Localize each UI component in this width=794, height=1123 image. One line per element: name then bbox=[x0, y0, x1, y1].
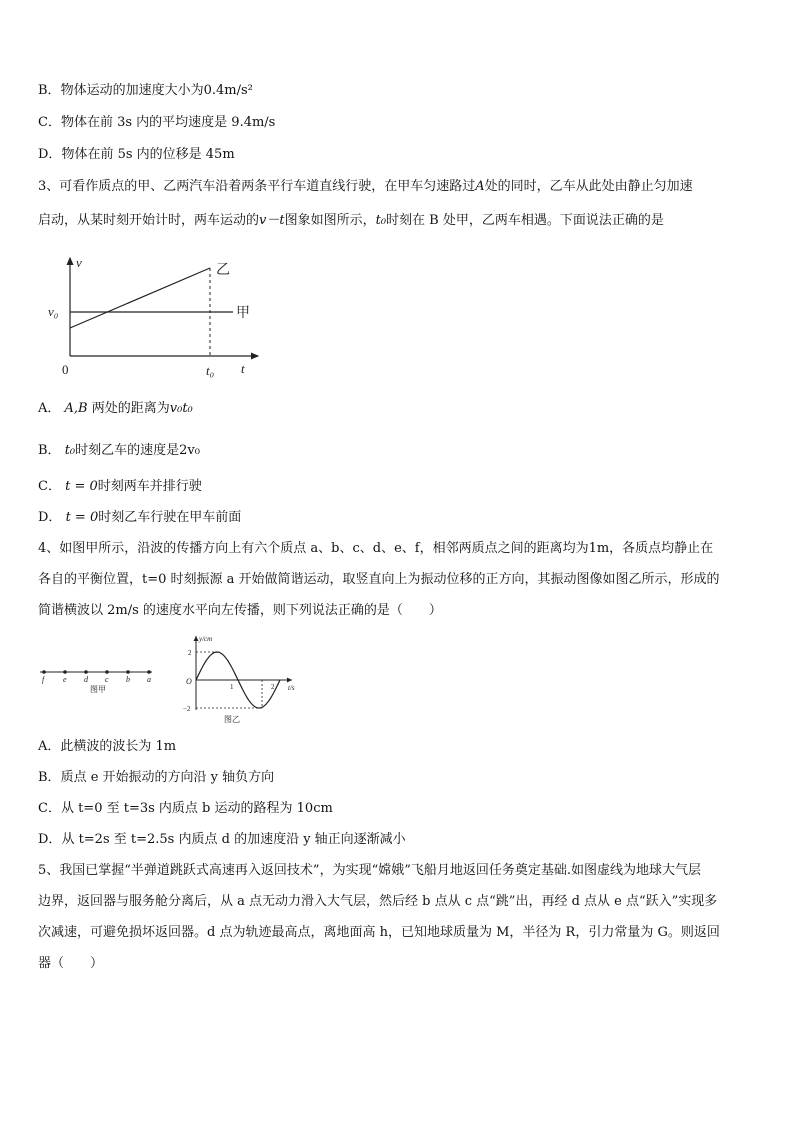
q3-stem-text: 图象如图所示， bbox=[284, 213, 376, 228]
option-text: 质点 e 开始振动的方向沿 y 轴负方向 bbox=[60, 770, 275, 785]
point-label-c: c bbox=[105, 675, 109, 684]
q4-stem-line2: 各自的平衡位置，t=0 时刻振源 a 开始做简谐运动，取竖直向上为振动位移的正方向，其振动图像如图乙所示，形成的 bbox=[38, 572, 720, 587]
point-label-b: b bbox=[126, 675, 130, 684]
q3-stem-var: t₀ bbox=[375, 213, 387, 228]
origin-label: 0 bbox=[62, 362, 69, 377]
option-letter: B． bbox=[38, 83, 61, 98]
option-d-prev bbox=[38, 146, 235, 164]
option-text: 两处的距离为 bbox=[91, 401, 170, 416]
q3-option-d bbox=[38, 509, 241, 527]
point-label-e: e bbox=[63, 675, 67, 684]
option-letter: B． bbox=[38, 443, 61, 458]
q4-stem-line3: 简谐横波以 2m/s 的速度水平向左传播，则下列说法正确的是（ ） bbox=[38, 603, 442, 618]
fig-yi-x-label: t/s bbox=[288, 684, 295, 692]
option-var: t₀ bbox=[64, 443, 76, 458]
q4-stem-line1: 4、如图甲所示，沿波的传播方向上有六个质点 a、b、c、d、e、f，相邻两质点之间的距离均为1m，各质点均静止在 bbox=[38, 541, 714, 556]
option-text: 时刻两车并排行驶 bbox=[97, 479, 202, 494]
q5-stem-line4: 器（ ） bbox=[38, 956, 104, 971]
option-text: 时刻乙车行驶在甲车前面 bbox=[98, 510, 242, 525]
q3-stem-text: 处的同时，乙车从此处由静止匀加速 bbox=[484, 179, 693, 194]
option-letter: A． bbox=[38, 401, 61, 416]
point-label-a: a bbox=[147, 675, 151, 684]
option-letter: D． bbox=[38, 147, 62, 162]
fig-jia-caption: 图甲 bbox=[90, 685, 106, 694]
q4-fig-jia bbox=[36, 664, 156, 696]
option-text: 物体在前 5s 内的位移是 45m bbox=[61, 147, 235, 162]
yi-label: 乙 bbox=[216, 263, 230, 278]
jia-label: 甲 bbox=[236, 306, 250, 321]
option-c-prev bbox=[38, 114, 275, 132]
option-expr: v₀t₀ bbox=[169, 401, 193, 416]
fig-yi-ymin: −2 bbox=[183, 705, 191, 713]
q3-option-b bbox=[38, 442, 200, 460]
point-label-f: f bbox=[42, 675, 45, 684]
point-b bbox=[126, 670, 130, 674]
option-text: 物体在前 3s 内的平均速度是 9.4m/s bbox=[60, 115, 276, 130]
q4-option-d bbox=[38, 831, 406, 849]
option-letter: A． bbox=[38, 739, 61, 754]
q3-stem-var: A bbox=[475, 179, 485, 194]
point-c bbox=[105, 670, 109, 674]
option-letter: C． bbox=[38, 115, 61, 130]
q3-vt-graph bbox=[40, 252, 270, 382]
q3-stem-line2 bbox=[38, 212, 664, 230]
q4-option-c bbox=[38, 800, 333, 818]
option-b-prev bbox=[38, 82, 253, 100]
fig-yi-ymax: 2 bbox=[188, 649, 192, 657]
q3-stem-var: v－t bbox=[259, 213, 285, 228]
t0-label: t₀ bbox=[206, 363, 215, 378]
option-text: 物体运动的加速度大小为0.4m/s² bbox=[60, 83, 253, 98]
option-letter: B． bbox=[38, 770, 61, 785]
option-letter: C． bbox=[38, 801, 61, 816]
q3-option-c bbox=[38, 478, 202, 496]
v0-label: v₀ bbox=[48, 304, 59, 319]
option-var: t = 0 bbox=[65, 479, 98, 494]
option-text: 从 t=2s 至 t=2.5s 内质点 d 的加速度沿 y 轴正向逐渐减小 bbox=[61, 832, 406, 847]
line-yi bbox=[70, 268, 210, 328]
point-e bbox=[63, 670, 67, 674]
q4-option-a bbox=[38, 738, 176, 756]
q4-fig-yi bbox=[178, 632, 308, 724]
point-f bbox=[42, 670, 46, 674]
option-text: 从 t=0 至 t=3s 内质点 b 运动的路程为 10cm bbox=[60, 801, 333, 816]
option-letter: D． bbox=[38, 832, 62, 847]
option-text: 此横波的波长为 1m bbox=[60, 739, 177, 754]
option-text: 时刻乙车的速度是 bbox=[75, 443, 180, 458]
q3-stem-text: 启动，从某时刻开始计时，两车运动的 bbox=[38, 213, 260, 228]
fig-yi-t2: 2 bbox=[271, 683, 275, 691]
option-letter: C． bbox=[38, 479, 61, 494]
point-a bbox=[147, 670, 151, 674]
fig-yi-origin: O bbox=[186, 677, 192, 686]
fig-yi-y-label: y/cm bbox=[199, 635, 213, 643]
option-var: t = 0 bbox=[65, 510, 99, 525]
q3-stem-line1 bbox=[38, 178, 693, 196]
option-letter: D． bbox=[38, 510, 62, 525]
option-expr: 2v₀ bbox=[179, 443, 200, 458]
fig-yi-t1: 1 bbox=[230, 683, 234, 691]
point-label-d: d bbox=[84, 675, 88, 684]
option-var: A,B bbox=[64, 401, 88, 416]
q5-stem-line1: 5、我国已掌握“半弹道跳跃式高速再入返回技术”，为实现“嫦娥”飞船月地返回任务奠定基础.如图虚线为地球大气层 bbox=[38, 863, 701, 878]
q5-stem-line3: 次减速，可避免损坏返回器。d 点为轨迹最高点，离地面高 h，已知地球质量为 M，半径为 R，引力常量为 G。则返回 bbox=[38, 925, 720, 940]
q3-option-a bbox=[38, 400, 193, 418]
q4-option-b bbox=[38, 769, 274, 787]
y-axis-label: v bbox=[76, 255, 82, 270]
x-axis-label: t bbox=[241, 361, 245, 376]
q5-stem-line2: 边界，返回器与服务舱分离后，从 a 点无动力滑入大气层，然后经 b 点从 c 点“跳”出，再经 d 点从 e 点“跃入”实现多 bbox=[38, 894, 718, 909]
point-d bbox=[84, 670, 88, 674]
q3-stem-text: 3、可看作质点的甲、乙两汽车沿着两条平行车道直线行驶，在甲车匀速路过 bbox=[38, 179, 476, 194]
fig-yi-caption: 图乙 bbox=[224, 715, 240, 724]
q3-stem-text: 时刻在 B 处甲，乙两车相遇。下面说法正确的是 bbox=[386, 213, 664, 228]
